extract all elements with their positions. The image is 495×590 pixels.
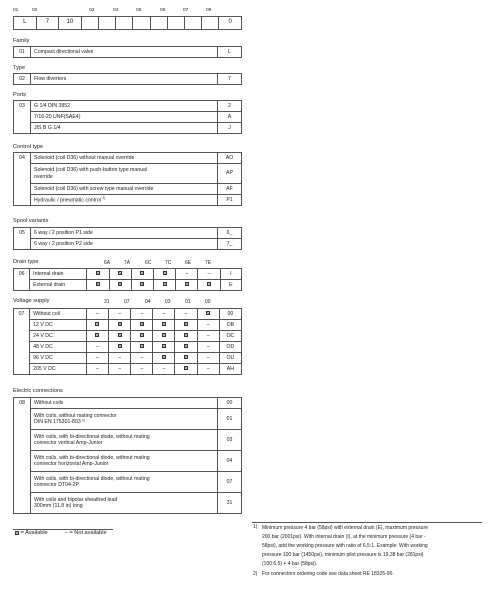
column-header: 7A xyxy=(124,260,131,266)
voltage-row xyxy=(14,331,242,342)
section-number: 01 xyxy=(14,47,31,58)
availability-cell xyxy=(109,331,131,342)
position-number: 04 xyxy=(113,8,119,13)
available-icon xyxy=(95,322,99,326)
available-icon xyxy=(184,333,188,337)
footnote-line: 200 bar (2001psi). With internal drain (I), at the minimum pressure (4 bar - xyxy=(262,534,426,540)
option-code: I xyxy=(220,269,241,280)
section-number: 03 xyxy=(14,101,31,134)
availability-cell xyxy=(197,309,219,320)
option-label-line: DIN EN 175301-803 ²⁾ xyxy=(34,419,86,425)
available-icon xyxy=(140,322,144,326)
option-label: 12 V DC xyxy=(30,320,87,331)
option-label-line: With coils and bipolar sheathed lead xyxy=(34,496,118,503)
footnote-line: Minimum pressure 4 bar (58psi) with external drain (E), maximum pressure xyxy=(262,525,428,531)
drain-row-external xyxy=(14,280,242,291)
availability-cell xyxy=(175,353,197,364)
availability-cell xyxy=(131,269,153,280)
section-title-type: Type xyxy=(13,65,26,71)
code-cell xyxy=(81,17,98,30)
available-icon xyxy=(96,271,100,275)
option-code: 6_ xyxy=(218,228,242,239)
voltage-row xyxy=(14,320,242,331)
position-number: 08 xyxy=(206,8,212,13)
availability-cell: – xyxy=(197,364,219,375)
section-title-family: Family xyxy=(13,38,30,44)
code-position-numbers xyxy=(13,8,243,16)
availability-cell xyxy=(109,280,131,291)
code-cell xyxy=(202,17,219,30)
availability-cell xyxy=(198,280,220,291)
option-label: Compact directional valve xyxy=(31,47,218,58)
column-header: 6C xyxy=(145,260,152,266)
available-icon xyxy=(140,282,144,286)
available-icon xyxy=(207,282,211,286)
option-code: OB xyxy=(219,320,241,331)
position-number: 05 xyxy=(136,8,142,13)
option-code: AP xyxy=(218,164,242,184)
available-icon xyxy=(95,333,99,337)
availability-cell: – xyxy=(197,320,219,331)
availability-cell xyxy=(109,320,131,331)
control-type-table xyxy=(13,152,242,206)
option-label: External drain xyxy=(30,280,87,291)
electric-connections-table xyxy=(13,397,242,514)
availability-cell: – xyxy=(131,353,153,364)
column-header: 00 xyxy=(205,299,211,305)
option-code: OC xyxy=(219,331,241,342)
option-label xyxy=(31,409,218,430)
available-icon xyxy=(163,282,167,286)
footnote-ref: 1) xyxy=(102,195,106,200)
available-icon xyxy=(162,355,166,359)
availability-cell: – xyxy=(86,309,108,320)
section-title-voltage-supply: Voltage supply xyxy=(13,298,50,304)
section-number: 06 xyxy=(14,269,30,291)
option-label: 205 V DC xyxy=(30,364,87,375)
available-icon xyxy=(184,355,188,359)
footnote-line: pressure 100 bar (1450psi), minimum pilot pressure is 19,38 bar (281psi) xyxy=(262,552,424,558)
option-label-line: With coils, with bi-directional diode, without mating xyxy=(34,454,150,461)
availability-cell: – xyxy=(153,309,175,320)
availability-cell: – xyxy=(176,269,198,280)
option-code: 01 xyxy=(218,409,242,430)
available-icon xyxy=(184,366,188,370)
section-number: 02 xyxy=(14,74,31,85)
option-code: E xyxy=(220,280,241,291)
option-label: 6 way / 2 position P1 side xyxy=(31,228,218,239)
available-icon xyxy=(140,271,144,275)
code-cell: L xyxy=(14,17,37,30)
legend-available: = Available xyxy=(20,530,48,536)
available-icon xyxy=(118,271,122,275)
column-header: 31 xyxy=(104,299,110,305)
drain-row-internal xyxy=(14,269,242,280)
option-label-line: connector horizontal Amp-Junior xyxy=(34,461,109,467)
option-code: OU xyxy=(219,353,241,364)
option-label-line: With coils, with bi-directional diode, without mating xyxy=(34,433,150,440)
option-label xyxy=(31,430,218,451)
option-label-line: With coils, without mating connector xyxy=(34,412,117,419)
position-number: 02 xyxy=(32,8,38,13)
available-icon xyxy=(162,333,166,337)
option-code: 07 xyxy=(218,472,242,493)
drain-type-table xyxy=(13,268,242,291)
option-label-line: With coils, with bi-directional diode, without mating xyxy=(34,475,150,482)
option-label: G 1/4 DIN 3852 xyxy=(31,101,218,112)
option-code: 03 xyxy=(218,430,242,451)
availability-cell: – xyxy=(109,353,131,364)
available-icon xyxy=(15,531,19,535)
code-cell xyxy=(184,17,201,30)
option-code: 00 xyxy=(218,398,242,409)
voltage-row xyxy=(14,353,242,364)
voltage-column-headers xyxy=(0,299,495,307)
availability-cell xyxy=(153,331,175,342)
availability-cell: – xyxy=(109,309,131,320)
availability-cell xyxy=(86,331,108,342)
availability-cell xyxy=(131,331,153,342)
section-number: 07 xyxy=(14,309,30,375)
availability-cell xyxy=(176,280,198,291)
code-cell xyxy=(150,17,167,30)
legend-not-available: – = Not available xyxy=(64,530,107,536)
voltage-row xyxy=(14,309,242,320)
option-label-text: Hydraulic / pneumatic control xyxy=(34,197,101,204)
column-header: 6A xyxy=(104,260,111,266)
option-label: Without coil xyxy=(30,309,87,320)
option-code: AH xyxy=(219,364,241,375)
ordering-code-row xyxy=(13,16,242,30)
option-label: 24 V DC xyxy=(30,331,87,342)
option-label: 48 V DC xyxy=(30,342,87,353)
voltage-supply-table xyxy=(13,308,242,375)
code-cell xyxy=(133,17,150,30)
section-title-drain-type: Drain type xyxy=(13,259,39,265)
option-code: OD xyxy=(219,342,241,353)
available-icon xyxy=(140,333,144,337)
availability-cell: – xyxy=(131,364,153,375)
availability-cell xyxy=(153,342,175,353)
availability-cell xyxy=(175,342,197,353)
option-code: 04 xyxy=(218,451,242,472)
option-label-text: Solenoid (coil D36) with push-button type manual override xyxy=(34,167,148,180)
position-number: 07 xyxy=(183,8,189,13)
availability-cell: – xyxy=(86,353,108,364)
option-label xyxy=(31,493,218,514)
position-number: 01 xyxy=(13,8,19,13)
availability-cell: – xyxy=(197,331,219,342)
family-table xyxy=(13,46,242,58)
option-code: 00 xyxy=(219,309,241,320)
position-number: 06 xyxy=(160,8,166,13)
available-icon xyxy=(184,344,188,348)
availability-cell: – xyxy=(198,269,220,280)
available-icon xyxy=(118,282,122,286)
available-icon xyxy=(162,322,166,326)
footnote-line: (100:6,5) + 4 bar (58psi). xyxy=(262,561,318,567)
available-icon xyxy=(140,344,144,348)
availability-cell xyxy=(86,320,108,331)
drain-column-headers xyxy=(0,260,495,268)
option-code: 31 xyxy=(218,493,242,514)
option-label: Without coils xyxy=(31,398,218,409)
availability-cell: – xyxy=(175,309,197,320)
spool-variants-table xyxy=(13,227,242,250)
available-icon xyxy=(118,333,122,337)
availability-cell: – xyxy=(153,364,175,375)
availability-cell: – xyxy=(86,342,108,353)
column-header: 04 xyxy=(145,299,151,305)
section-title-ports: Ports xyxy=(13,92,27,98)
option-label: Flow diverters xyxy=(31,74,218,85)
availability-cell xyxy=(109,269,131,280)
footnote-1 xyxy=(262,524,486,569)
option-label xyxy=(31,164,218,184)
column-header: 7C xyxy=(165,260,172,266)
column-header: 01 xyxy=(185,299,191,305)
position-number: 03 xyxy=(89,8,95,13)
code-cell: 7 xyxy=(36,17,59,30)
option-label xyxy=(31,472,218,493)
column-header: 03 xyxy=(165,299,171,305)
availability-cell xyxy=(154,269,176,280)
code-cell xyxy=(116,17,133,30)
available-icon xyxy=(96,282,100,286)
section-number: 04 xyxy=(14,153,31,206)
option-code: 2 xyxy=(218,101,242,112)
option-label: Internal drain xyxy=(30,269,87,280)
availability-cell: – xyxy=(109,364,131,375)
availability-cell xyxy=(153,320,175,331)
option-code: AO xyxy=(218,153,242,164)
section-number: 08 xyxy=(14,398,31,514)
section-title-control-type: Control type xyxy=(13,144,44,150)
option-label: Solenoid (coil D36) with screw type manual override xyxy=(31,184,218,195)
availability-cell xyxy=(131,342,153,353)
availability-cell xyxy=(175,320,197,331)
code-cell: 10 xyxy=(59,17,82,30)
code-cell xyxy=(167,17,184,30)
option-label: Solenoid (coil D36) without manual override xyxy=(31,153,218,164)
option-code: 7 xyxy=(218,74,242,85)
availability-cell: – xyxy=(86,364,108,375)
available-icon xyxy=(118,322,122,326)
option-label: 6 way / 2 position P2 side xyxy=(31,239,218,250)
footnote-line: 58psi), add the working pressure with ratio of 6,5:1. Example: With working xyxy=(262,543,428,549)
column-header: 7E xyxy=(205,260,212,266)
ports-table xyxy=(13,100,242,134)
footnote-2: For connectors ordering code see data sheet RE 18325-90. xyxy=(262,571,394,577)
legend xyxy=(15,530,107,537)
footnote-1-mark: 1) xyxy=(253,524,258,530)
option-label: JIS B G 1/4 xyxy=(31,123,218,134)
section-title-spool-variants: Spool variants xyxy=(13,218,49,224)
availability-cell xyxy=(131,320,153,331)
section-title-electric-connections: Electric connections xyxy=(13,388,63,394)
availability-cell: – xyxy=(131,309,153,320)
section-number: 05 xyxy=(14,228,31,250)
availability-cell xyxy=(153,353,175,364)
footnote-2-mark: 2) xyxy=(253,571,258,577)
availability-cell xyxy=(175,364,197,375)
available-icon xyxy=(184,322,188,326)
availability-cell: – xyxy=(197,342,219,353)
option-code: A xyxy=(218,112,242,123)
option-code: 7_ xyxy=(218,239,242,250)
available-icon xyxy=(206,311,210,315)
option-label xyxy=(31,195,218,206)
option-label-line: 300mm (11,8 in) long xyxy=(34,503,83,509)
availability-cell xyxy=(109,342,131,353)
option-label xyxy=(31,451,218,472)
type-table xyxy=(13,73,242,85)
available-icon xyxy=(163,271,167,275)
option-label: 7/16-20 UNF(SAE4) xyxy=(31,112,218,123)
column-header: 6E xyxy=(185,260,192,266)
voltage-row xyxy=(14,342,242,353)
availability-cell xyxy=(175,331,197,342)
option-label-line: connector vertical Amp-Junior xyxy=(34,440,103,446)
voltage-row xyxy=(14,364,242,375)
availability-cell xyxy=(131,280,153,291)
option-code: AF xyxy=(218,184,242,195)
availability-cell xyxy=(87,280,109,291)
option-code: L xyxy=(218,47,242,58)
availability-cell: – xyxy=(197,353,219,364)
code-cell xyxy=(98,17,115,30)
option-label: 96 V DC xyxy=(30,353,87,364)
code-cell: 0 xyxy=(219,17,242,30)
option-code: J xyxy=(218,123,242,134)
available-icon xyxy=(162,344,166,348)
available-icon xyxy=(118,344,122,348)
availability-cell xyxy=(154,280,176,291)
option-label-line: connector DT04-2P xyxy=(34,482,79,488)
available-icon xyxy=(185,282,189,286)
option-code: P1 xyxy=(218,195,242,206)
column-header: 07 xyxy=(124,299,130,305)
availability-cell xyxy=(87,269,109,280)
